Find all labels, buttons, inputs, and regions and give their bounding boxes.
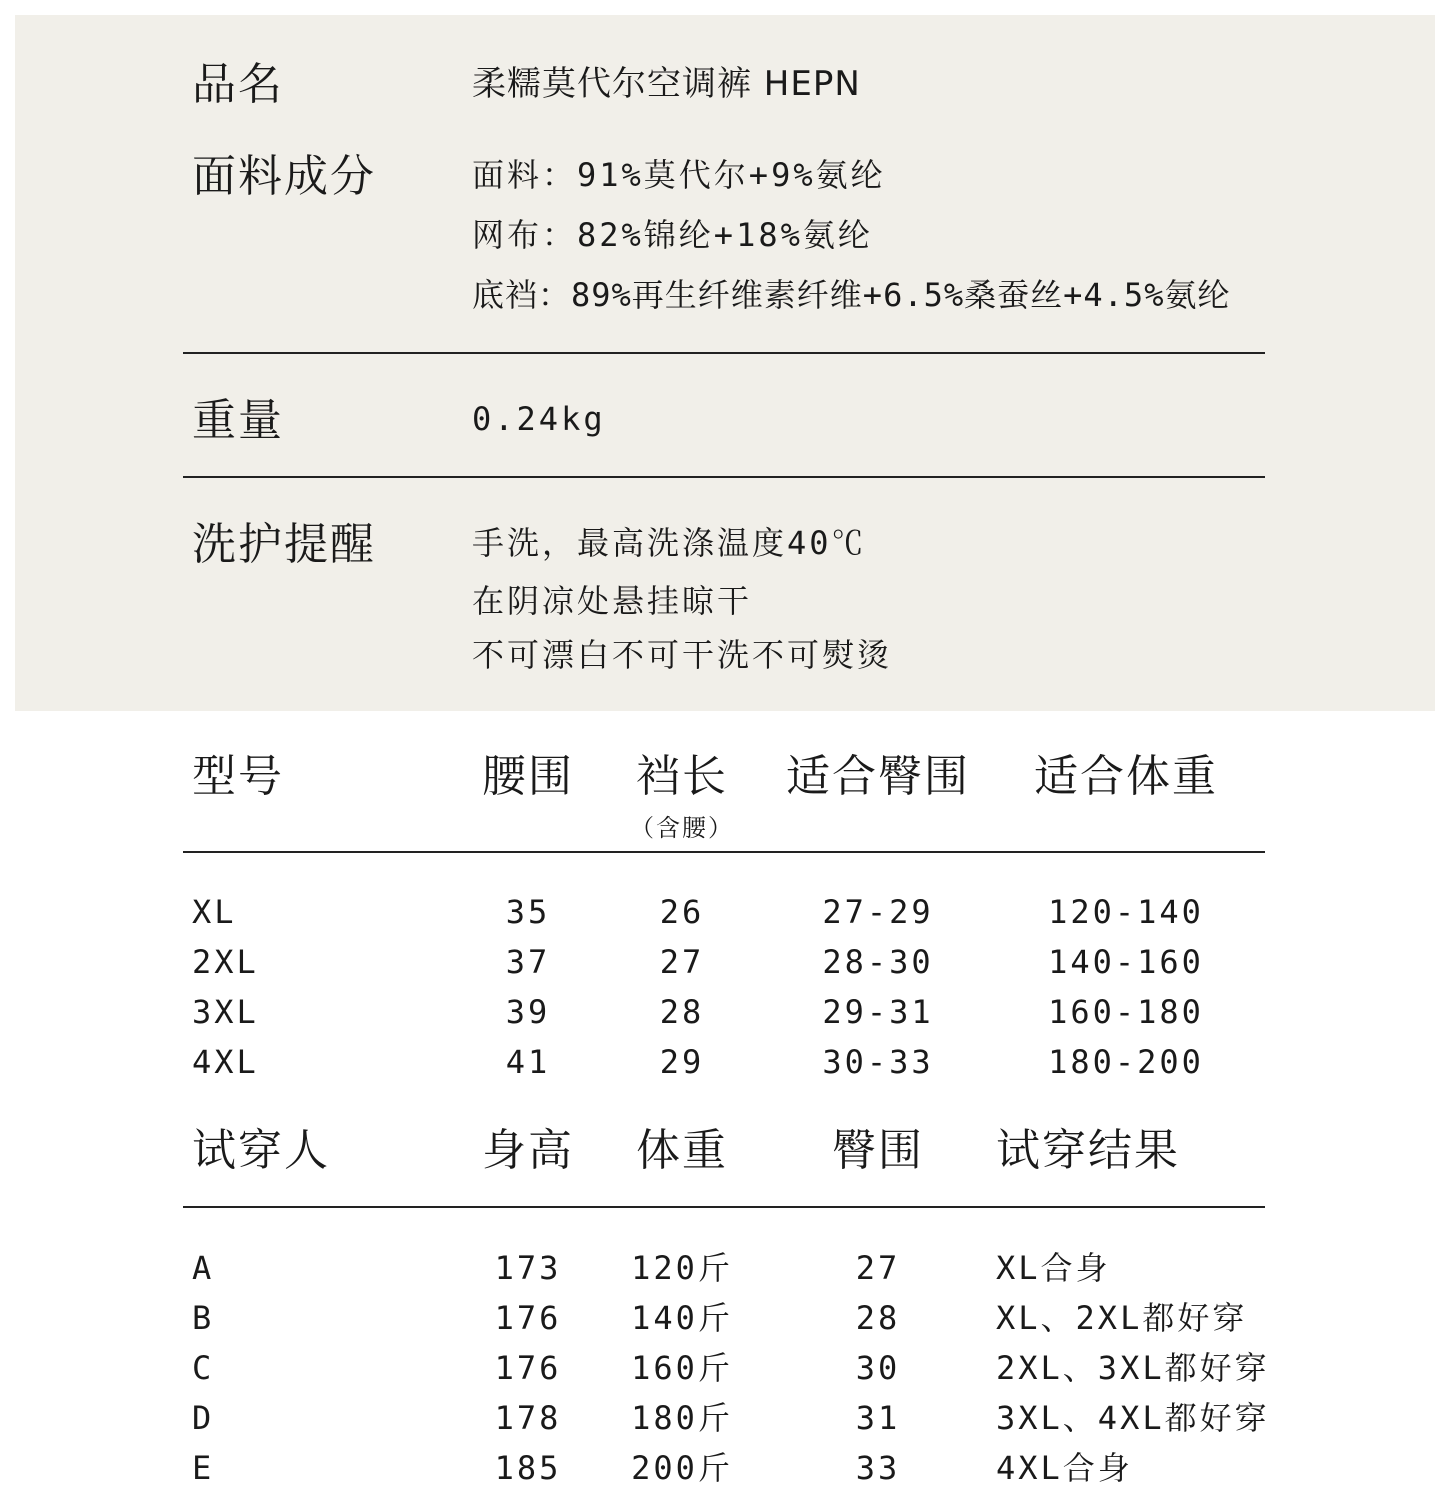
size-row-cell: 2XL — [192, 943, 259, 981]
fabric-line: 网布：82%锦纶+18%氨纶 — [472, 216, 873, 254]
size-row-cell: XL — [192, 893, 237, 931]
divider — [183, 476, 1265, 478]
size-header-weight: 适合体重 — [1034, 751, 1218, 802]
divider — [183, 352, 1265, 354]
trial-row-cell: XL合身 — [996, 1249, 1111, 1287]
size-row-cell: 120-140 — [1048, 893, 1204, 931]
weight-value: 0.24kg — [472, 400, 606, 438]
trial-row-cell: 176 — [494, 1349, 562, 1387]
trial-row-cell: A — [192, 1249, 215, 1287]
trial-row-cell: 31 — [855, 1399, 901, 1437]
trial-header-person: 试穿人 — [192, 1125, 330, 1176]
size-header-model: 型号 — [192, 751, 284, 802]
name-value: 柔糯莫代尔空调裤 HEPN — [472, 64, 861, 104]
size-header-hip: 适合臀围 — [786, 751, 970, 802]
fabric-line: 面料：91%莫代尔+9%氨纶 — [472, 156, 886, 194]
trial-row-cell: 180斤 — [631, 1399, 733, 1437]
care-line: 手洗，最高洗涤温度40℃ — [472, 524, 867, 562]
size-row-cell: 27-29 — [822, 893, 934, 931]
size-row-cell: 30-33 — [822, 1043, 934, 1081]
trial-row-cell: 30 — [855, 1349, 901, 1387]
trial-row-cell: 140斤 — [631, 1299, 733, 1337]
trial-row-cell: 4XL合身 — [996, 1449, 1133, 1487]
trial-row-cell: 27 — [855, 1249, 901, 1287]
care-label: 洗护提醒 — [192, 519, 376, 570]
trial-row-cell: D — [192, 1399, 215, 1437]
trial-header-result: 试穿结果 — [996, 1125, 1180, 1176]
divider — [183, 851, 1265, 853]
size-header-crotch: 裆长 — [636, 751, 728, 802]
trial-row-cell: 160斤 — [631, 1349, 733, 1387]
size-row-cell: 29-31 — [822, 993, 934, 1031]
fabric-label: 面料成分 — [192, 151, 376, 202]
trial-row-cell: 173 — [494, 1249, 562, 1287]
fabric-line: 底裆：89%再生纤维素纤维+6.5%桑蚕丝+4.5%氨纶 — [472, 276, 1231, 314]
care-line: 不可漂白不可干洗不可熨烫 — [472, 636, 893, 674]
trial-row-cell: B — [192, 1299, 215, 1337]
trial-row-cell: 3XL、4XL都好穿 — [996, 1399, 1270, 1437]
care-line: 在阴凉处悬挂晾干 — [472, 582, 753, 620]
name-label: 品名 — [192, 59, 284, 110]
size-row-cell: 3XL — [192, 993, 259, 1031]
trial-row-cell: C — [192, 1349, 215, 1387]
size-row-cell: 39 — [505, 993, 551, 1031]
size-row-cell: 29 — [659, 1043, 705, 1081]
size-row-cell: 37 — [505, 943, 551, 981]
trial-row-cell: E — [192, 1449, 215, 1487]
divider — [183, 1206, 1265, 1208]
size-header-crotch-note: （含腰） — [630, 814, 734, 842]
trial-row-cell: 200斤 — [631, 1449, 733, 1487]
trial-row-cell: 33 — [855, 1449, 901, 1487]
trial-row-cell: XL、2XL都好穿 — [996, 1299, 1248, 1337]
trial-row-cell: 2XL、3XL都好穿 — [996, 1349, 1270, 1387]
size-row-cell: 140-160 — [1048, 943, 1204, 981]
trial-row-cell: 178 — [494, 1399, 562, 1437]
trial-row-cell: 120斤 — [631, 1249, 733, 1287]
trial-header-weight: 体重 — [636, 1125, 728, 1176]
weight-label: 重量 — [192, 395, 284, 446]
trial-row-cell: 28 — [855, 1299, 901, 1337]
trial-row-cell: 176 — [494, 1299, 562, 1337]
size-row-cell: 41 — [505, 1043, 551, 1081]
size-header-waist: 腰围 — [482, 751, 574, 802]
size-row-cell: 160-180 — [1048, 993, 1204, 1031]
size-row-cell: 26 — [659, 893, 705, 931]
size-row-cell: 28-30 — [822, 943, 934, 981]
size-row-cell: 35 — [505, 893, 551, 931]
trial-header-height: 身高 — [482, 1125, 574, 1176]
size-row-cell: 27 — [659, 943, 705, 981]
size-row-cell: 180-200 — [1048, 1043, 1204, 1081]
size-row-cell: 4XL — [192, 1043, 259, 1081]
trial-row-cell: 185 — [494, 1449, 562, 1487]
size-row-cell: 28 — [659, 993, 705, 1031]
trial-header-hip: 臀围 — [832, 1125, 924, 1176]
